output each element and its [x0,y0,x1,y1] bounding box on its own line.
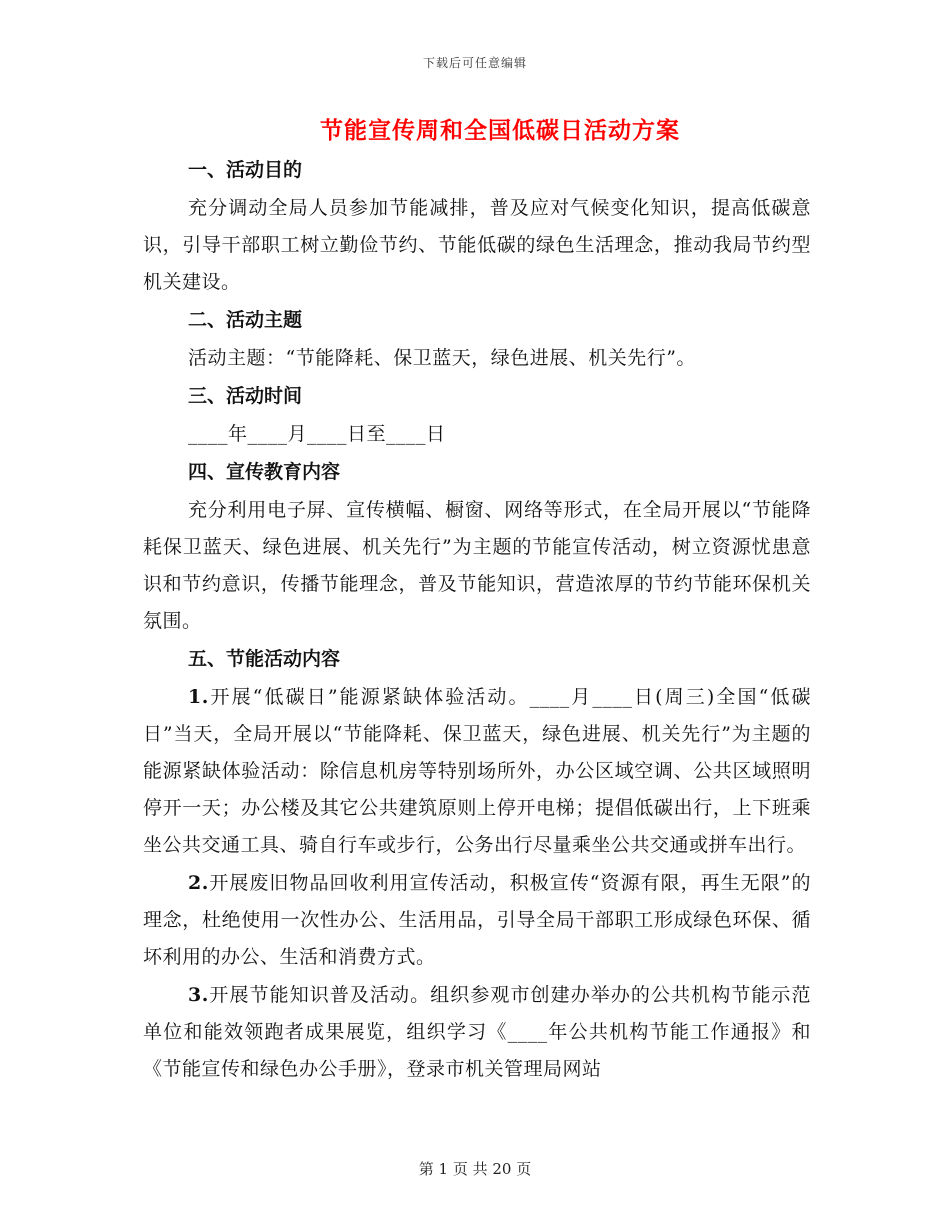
section-heading-time: 三、活动时间 [188,385,303,407]
page-number: 第 1 页 共 20 页 [418,1160,532,1178]
list-item [143,977,811,1088]
paragraph-purpose: 充分调动全局人员参加节能减排，普及应对气候变化知识，提高低碳意识，引导干部职工树立勤俭节约、节能低碳的绿色生活理念，推动我局节约型机关建设。 [143,197,811,293]
list-item-number: 2. [188,872,209,894]
list-item [143,679,811,864]
list-item-number: 1. [188,686,209,708]
paragraph-time: ____年____月____日至____日 [188,423,446,445]
paragraph-theme: 活动主题：“节能降耗、保卫蓝天，绿色进展、机关先行”。 [188,347,696,369]
header-note: 下载后可任意编辑 [422,56,527,70]
section-heading-purpose: 一、活动目的 [188,159,303,181]
section-heading-theme: 二、活动主题 [188,309,303,331]
paragraph-education: 充分利用电子屏、宣传横幅、橱窗、网络等形式，在全局开展以“节能降耗保卫蓝天、绿色进展、机关先行”为主题的节能宣传活动，树立资源忧患意识和节约意识，传播节能理念，普及节能知识，营造浓厚的节约节能环保机关氛围。 [143,499,811,632]
list-item-text: 开展“低碳日”能源紧缺体验活动。____月____日(周三)全国“低碳日”当天，全局开展以“节能降耗、保卫蓝天，绿色进展、机关先行”为主题的能源紧缺体验活动：除信息机房等特别场所外，办公区域空调、公共区域照明停开一天；办公楼及其它公共建筑原则上停开电梯；提倡低碳出行，上下班乘坐公共交通工具、骑自行车或步行，公务出行尽量乘坐公共交通或拼车出行。 [143,686,811,856]
section-heading-education: 四、宣传教育内容 [188,461,341,483]
list-item-text: 开展节能知识普及活动。组织参观市创建办举办的公共机构节能示范单位和能效领跑者成果展览，组织学习《____年公共机构节能工作通报》和《节能宣传和绿色办公手册》，登录市机关管理局网站 [143,984,811,1080]
document-body [143,152,811,1089]
list-item-number: 3. [188,984,209,1006]
section-heading-activities: 五、节能活动内容 [188,648,341,670]
list-item-text: 开展废旧物品回收利用宣传活动，积极宣传“资源有限，再生无限”的理念，杜绝使用一次性办公、生活用品，引导全局干部职工形成绿色环保、循坏利用的办公、生活和消费方式。 [143,872,811,968]
list-item [143,865,811,976]
document-title: 节能宣传周和全国低碳日活动方案 [320,117,680,144]
